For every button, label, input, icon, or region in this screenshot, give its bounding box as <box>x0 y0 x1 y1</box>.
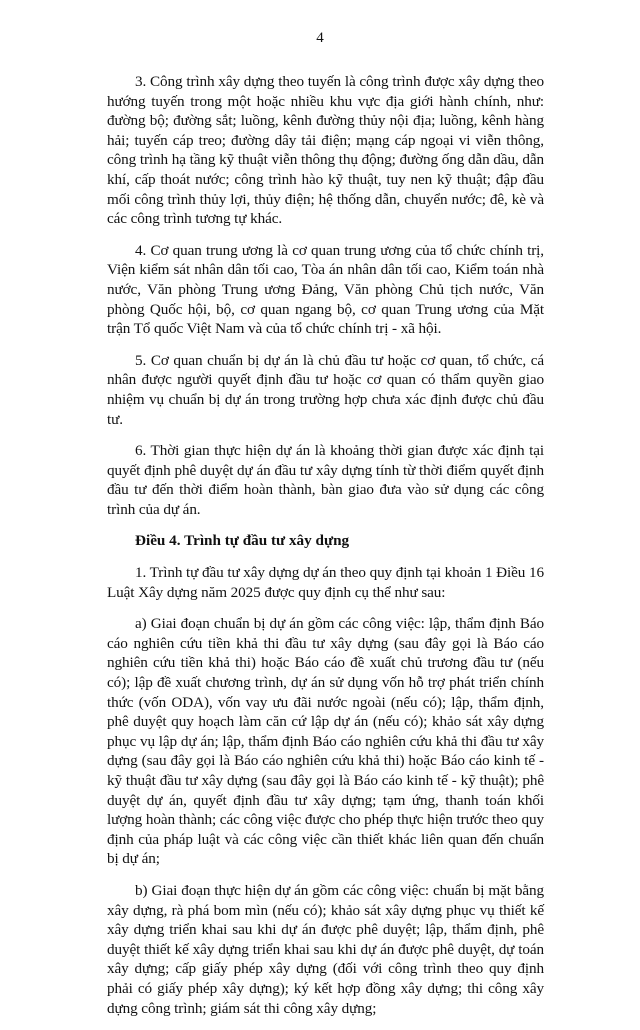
point-b-paragraph: b) Giai đoạn thực hiện dự án gồm các công việc: chuẩn bị mặt bằng xây dựng, rà phá bom mìn (nếu có); khảo sát xây dựng phục vụ thiết kế xây dựng triển khai sau khi dự án được phê duyệt; lập, thẩm định, phê duyệt thiết kế xây dựng triển khai sau khi dự án được phê duyệt, dự toán xây dựng; cấp giấy phép xây dựng (đối với công trình theo quy định phải có giấy phép xây dựng); ký kết hợp đồng xây dựng; thi công xây dựng công trình; giám sát thi công xây dựng; <box>107 881 544 1017</box>
clause-3-paragraph: 3. Công trình xây dựng theo tuyến là công trình được xây dựng theo hướng tuyến trong một hoặc nhiều khu vực địa giới hành chính, như: đường bộ; đường sắt; luồng, kênh đường thủy nội địa; luồng, kênh hàng hải; tuyến cáp treo; đường dây tải điện; mạng cáp ngoại vi viễn thông, công trình hạ tầng kỹ thuật viễn thông thụ động; đường ống dẫn dầu, dẫn khí, cấp thoát nước; công trình hào kỹ thuật, tuy nen kỹ thuật; đập đầu mối công trình thủy lợi, thủy điện; hệ thống dẫn, chuyển nước; đê, kè và các công trình tương tự khác. <box>107 73 544 228</box>
page-number: 4 <box>316 30 324 46</box>
document-body <box>107 72 544 1030</box>
clause-6-paragraph: 6. Thời gian thực hiện dự án là khoảng thời gian được xác định tại quyết định phê duyệt dự án đầu tư xây dựng tính từ thời điểm quyết định đầu tư đến thời điểm hoàn thành, bàn giao đưa vào sử dụng các công trình của dự án. <box>107 442 544 518</box>
article-4-heading: Điều 4. Trình tự đầu tư xây dựng <box>135 532 350 550</box>
point-a-paragraph: a) Giai đoạn chuẩn bị dự án gồm các công việc: lập, thẩm định Báo cáo nghiên cứu tiền khả thi đầu tư xây dựng (sau đây gọi là Báo cáo nghiên cứu tiền khả thi) hoặc Báo cáo đề xuất chủ trương đầu tư (nếu có); lập đề xuất chương trình, dự án sử dụng vốn hỗ trợ phát triển chính thức (vốn ODA), vốn vay ưu đãi nước ngoài (nếu có); lập, thẩm định, phê duyệt quy hoạch làm căn cứ lập dự án (nếu có); khảo sát xây dựng phục vụ lập dự án; lập, thẩm định Báo cáo nghiên cứu khả thi đầu tư xây dựng (sau đây gọi là Báo cáo nghiên cứu khả thi) hoặc Báo cáo kinh tế - kỹ thuật đầu tư xây dựng (sau đây gọi là Báo cáo kinh tế - kỹ thuật); phê duyệt dự án, quyết định đầu tư xây dựng; tạm ứng, thanh toán khối lượng hoàn thành; các công việc được cho phép thực hiện trước theo quy định của pháp luật và các công việc cần thiết khác liên quan đến chuẩn bị dự án; <box>107 615 544 868</box>
clause-5-paragraph: 5. Cơ quan chuẩn bị dự án là chủ đầu tư hoặc cơ quan, tổ chức, cá nhân được người quyết định đầu tư hoặc cơ quan có thẩm quyền giao nhiệm vụ chuẩn bị dự án trong trường hợp chưa xác định được chủ đầu tư. <box>107 351 544 428</box>
clause-4-paragraph: 4. Cơ quan trung ương là cơ quan trung ương của tổ chức chính trị, Viện kiểm sát nhân dân tối cao, Tòa án nhân dân tối cao, Kiểm toán nhà nước, Văn phòng Trung ương Đảng, Văn phòng Chủ tịch nước, Văn phòng Quốc hội, bộ, cơ quan ngang bộ, cơ quan Trung ương của Mặt trận Tổ quốc Việt Nam và của tổ chức chính trị - xã hội. <box>107 241 544 338</box>
article-4-clause-1-paragraph: 1. Trình tự đầu tư xây dựng dự án theo quy định tại khoản 1 Điều 16 Luật Xây dựng năm 2025 được quy định cụ thể như sau: <box>107 564 544 601</box>
